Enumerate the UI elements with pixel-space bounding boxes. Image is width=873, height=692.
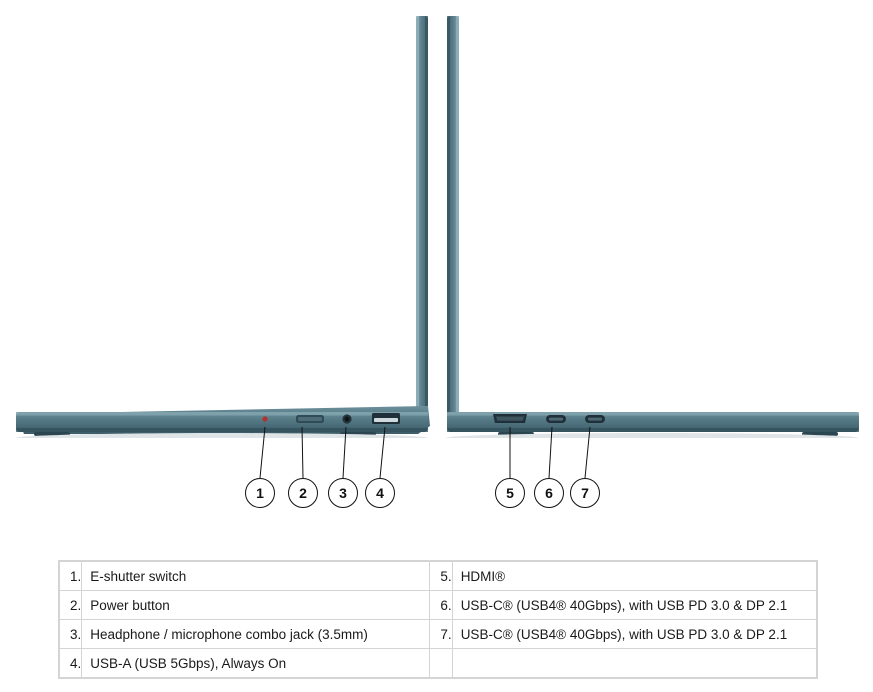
callout-2[interactable]: 2 — [288, 478, 318, 508]
legend-right-text-1: HDMI® — [452, 562, 816, 591]
laptop-base-left — [16, 406, 430, 436]
callout-6[interactable]: 6 — [534, 478, 564, 508]
legend-left-text-3: Headphone / microphone combo jack (3.5mm) — [82, 620, 430, 649]
laptop-left-side-view — [10, 8, 435, 438]
callout-5[interactable]: 5 — [495, 478, 525, 508]
legend-right-number-3: 7. — [430, 620, 452, 649]
table-row — [60, 591, 817, 620]
table-row — [60, 620, 817, 649]
legend-right-number-4 — [430, 649, 452, 678]
legend-left-text-4: USB-A (USB 5Gbps), Always On — [82, 649, 430, 678]
legend-left-number-4: 4. — [60, 649, 82, 678]
table-row — [60, 562, 817, 591]
legend-left-text-1: E-shutter switch — [82, 562, 430, 591]
legend-right-text-4 — [452, 649, 816, 678]
legend-right-number-2: 6. — [430, 591, 452, 620]
ports-right-side — [493, 414, 605, 423]
legend-right-number-1: 5. — [430, 562, 452, 591]
legend-left-text-2: Power button — [82, 591, 430, 620]
laptop-right-side-view — [440, 8, 865, 438]
callout-7[interactable]: 7 — [570, 478, 600, 508]
legend-right-text-2: USB-C® (USB4® 40Gbps), with USB PD 3.0 & DP 2.1 — [452, 591, 816, 620]
callout-1[interactable]: 1 — [245, 478, 275, 508]
laptop-lid-left — [416, 16, 428, 417]
legend-right-text-3: USB-C® (USB4® 40Gbps), with USB PD 3.0 & DP 2.1 — [452, 620, 816, 649]
callout-3[interactable]: 3 — [328, 478, 358, 508]
legend-left-number-2: 2. — [60, 591, 82, 620]
table-row — [60, 649, 817, 678]
e-shutter-switch-port — [262, 416, 267, 421]
callout-4[interactable]: 4 — [365, 478, 395, 508]
laptop-lid-right — [447, 16, 459, 416]
legend-left-number-1: 1. — [60, 562, 82, 591]
legend-left-number-3: 3. — [60, 620, 82, 649]
ports-legend-table — [58, 560, 818, 679]
